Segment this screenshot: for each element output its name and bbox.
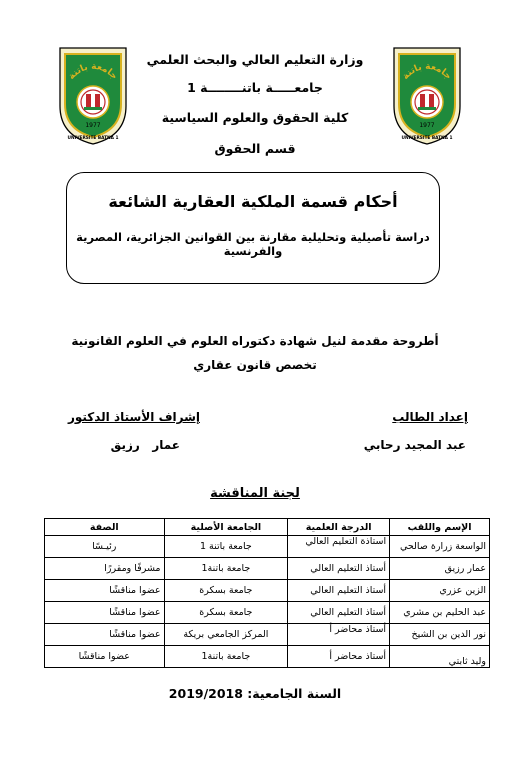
member-university: جامعة بسكرة bbox=[164, 580, 288, 602]
supervisor-label: إشراف الأستاذ الدكتور bbox=[67, 410, 200, 424]
faculty-name: كلية الحقوق والعلوم السياسية bbox=[161, 110, 349, 125]
svg-text:1977: 1977 bbox=[85, 122, 101, 129]
thesis-title: أحكام قسمة الملكية العقارية الشائعة bbox=[108, 192, 398, 211]
member-role: عضوا مناقشًا bbox=[45, 624, 165, 646]
svg-text:UNIVERSITE BATNA 1: UNIVERSITE BATNA 1 bbox=[67, 136, 119, 141]
member-rank: استاذة التعليم العالي bbox=[288, 536, 390, 558]
committee-title: لجنة المناقشة bbox=[210, 486, 300, 501]
member-role: عضوا مناقشًا bbox=[45, 646, 165, 668]
specialization: تخصص قانون عقاري bbox=[193, 358, 317, 372]
member-university: جامعة باتنة1 bbox=[164, 558, 288, 580]
member-rank: أستاذ التعليم العالي bbox=[288, 602, 390, 624]
ministry-name: وزارة التعليم العالي والبحث العلمي bbox=[146, 52, 364, 67]
thesis-subtitle: دراسة تأصيلية وتحليلية مقارنة بين القوانين الجزائرية، المصرية والفرنسية bbox=[76, 230, 430, 258]
member-name: الواسعة زرارة صالحي bbox=[390, 536, 490, 558]
member-role: رئيـسًا bbox=[45, 536, 165, 558]
svg-text:1977: 1977 bbox=[419, 122, 435, 129]
committee-table bbox=[44, 518, 490, 668]
member-name: عبد الحليم بن مشري bbox=[390, 602, 490, 624]
table-row bbox=[45, 602, 490, 624]
table-header-row bbox=[45, 519, 490, 536]
member-name: الزين عزري bbox=[390, 580, 490, 602]
member-role: مشرفًا ومقررًا bbox=[45, 558, 165, 580]
member-name: وليد ثابتي bbox=[390, 646, 490, 668]
member-name: عمار رزيق bbox=[390, 558, 490, 580]
svg-text:UNIVERSITE BATNA 1: UNIVERSITE BATNA 1 bbox=[401, 136, 453, 141]
student-name: عبد المجيد رحابي bbox=[363, 438, 466, 452]
member-university: المركز الجامعي بريكة bbox=[164, 624, 288, 646]
university-name: جامعـــــة باتنــــــــة 1 bbox=[187, 80, 323, 95]
table-row bbox=[45, 558, 490, 580]
member-rank: أستاذ محاضر أ bbox=[288, 646, 390, 668]
supervisor-name: عمار رزيق bbox=[110, 438, 180, 452]
member-university: جامعة باتنة 1 bbox=[164, 536, 288, 558]
svg-text:جامعة باتنة: جامعة باتنة bbox=[400, 61, 454, 82]
member-name: نور الدين بن الشيخ bbox=[390, 624, 490, 646]
member-university: جامعة باتنة1 bbox=[164, 646, 288, 668]
university-logo-right bbox=[390, 44, 464, 148]
header-role: الصفة bbox=[45, 519, 165, 536]
table-row bbox=[45, 624, 490, 646]
svg-text:جامعة باتنة: جامعة باتنة bbox=[66, 61, 120, 82]
header-university: الجامعة الأصلية bbox=[164, 519, 288, 536]
header-name: الإسم واللقب bbox=[390, 519, 490, 536]
degree-statement: أطروحة مقدمة لنيل شهادة دكتوراه العلوم في العلوم القانونية bbox=[71, 334, 439, 348]
member-role: عضوا مناقشًا bbox=[45, 580, 165, 602]
header-rank: الدرجة العلمية bbox=[288, 519, 390, 536]
title-frame bbox=[66, 172, 440, 284]
university-logo-left bbox=[56, 44, 130, 148]
member-role: عضوا مناقشًا bbox=[45, 602, 165, 624]
department-name: قسم الحقوق bbox=[214, 141, 296, 156]
member-rank: أستاذ التعليم العالي bbox=[288, 558, 390, 580]
student-label: إعداد الطالب bbox=[392, 410, 468, 424]
table-row bbox=[45, 580, 490, 602]
member-rank: أستاذ التعليم العالي bbox=[288, 580, 390, 602]
academic-year: السنة الجامعية: 2019/2018 bbox=[168, 686, 342, 701]
table-row bbox=[45, 536, 490, 558]
member-university: جامعة بسكرة bbox=[164, 602, 288, 624]
table-row bbox=[45, 646, 490, 668]
member-rank: أستاذ محاضر أ bbox=[288, 624, 390, 646]
